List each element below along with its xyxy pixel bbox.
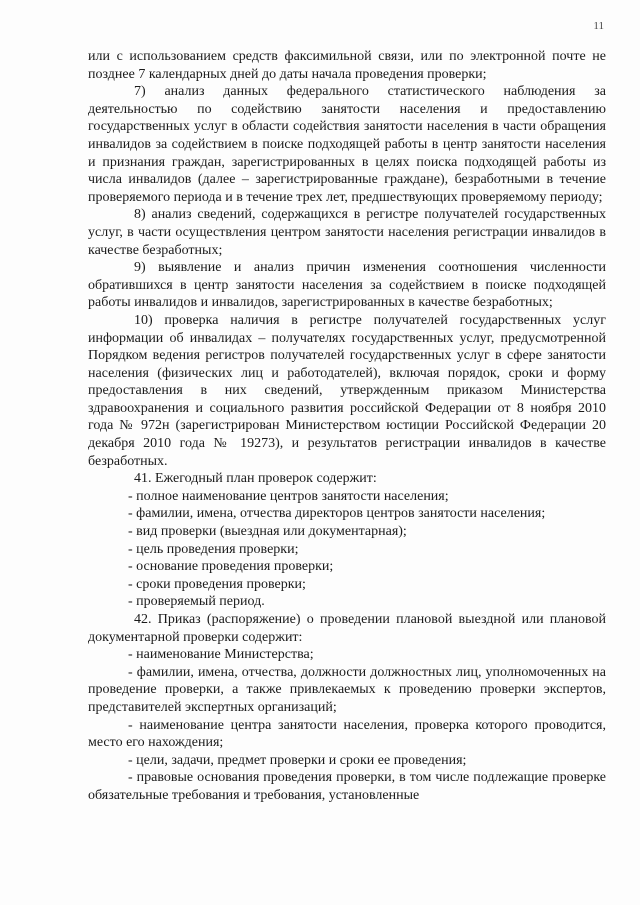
list-item: - наименование Министерства; bbox=[128, 647, 314, 663]
paragraph-section-41: 41. Ежегодный план проверок содержит: bbox=[134, 471, 377, 487]
paragraph-section-42: 42. Приказ (распоряжение) о проведении плановой выездной или плановой документарной проверки содержит: bbox=[88, 612, 606, 645]
list-item: - проверяемый период. bbox=[128, 594, 265, 610]
list-item: - цели, задачи, предмет проверки и сроки ее проведения; bbox=[128, 752, 467, 768]
paragraph-item-7: 7) анализ данных федерального статистического наблюдения за деятельностью по содействию занятости населения и предоставлению государственных услуг в области содействия занятости населения в части обращения инвалидов за содействием в поиске подходящей работы в центр занятости населения и признания граждан, зарегистрированных в целях поиска подходящей работы из числа инвалидов (далее – зарегистрированные граждане), безработными в течение проверяемого периода и в течение трех лет, предшествующих проверяемому периоду; bbox=[88, 84, 606, 205]
paragraph-item-10: 10) проверка наличия в регистре получателей государственных услуг информации об инвалидах – получателях государственных услуг, предусмотренной Порядком ведения регистров получателей государственных услуг в сфере занятости населения (физических лиц и работодателей), включая порядок, сроки и форму предоставления в них сведений, утвержденным приказом Министерства здравоохранения и социального развития российской Федерации от 8 ноября 2010 года № 972н (зарегистрирован Министерством юстиции Российской Федерации 20 декабря 2010 года № 19273), и результатов регистрации инвалидов в качестве безработных. bbox=[88, 312, 606, 469]
paragraph-item-9: 9) выявление и анализ причин изменения соотношения численности обратившихся в центр занятости населения за содействием в поиске подходящей работы инвалидов и инвалидов, зарегистрированных в качестве безработных; bbox=[88, 260, 606, 311]
list-item: - фамилии, имена, отчества директоров центров занятости населения; bbox=[128, 506, 546, 522]
list-item: - фамилии, имена, отчества, должности должностных лиц, уполномоченных на проведение проверки, а также привлекаемых к проведению проверки экспертов, представителей экспертных организаций; bbox=[88, 664, 606, 715]
list-item: - правовые основания проведения проверки, в том числе подлежащие проверке обязательные требования и требования, установленные bbox=[88, 770, 606, 803]
list-item: - полное наименование центров занятости населения; bbox=[128, 488, 449, 504]
list-item: - сроки проведения проверки; bbox=[128, 576, 306, 592]
paragraph-item-8: 8) анализ сведений, содержащихся в регистре получателей государственных услуг, в части осуществления центром занятости населения регистрации инвалидов в качестве безработных; bbox=[88, 207, 606, 258]
list-item: - наименование центра занятости населения, проверка которого проводится, место его нахождения; bbox=[88, 717, 606, 751]
list-item: - основание проведения проверки; bbox=[128, 559, 334, 575]
paragraph-continuation: или с использованием средств факсимильной связи, или по электронной почте не позднее 7 календарных дней до даты начала проведения проверки; bbox=[88, 49, 606, 82]
document-body bbox=[88, 48, 606, 805]
list-item: - вид проверки (выездная или документарная); bbox=[128, 524, 407, 540]
page-number: 11 bbox=[593, 20, 604, 32]
list-item: - цель проведения проверки; bbox=[128, 541, 299, 557]
